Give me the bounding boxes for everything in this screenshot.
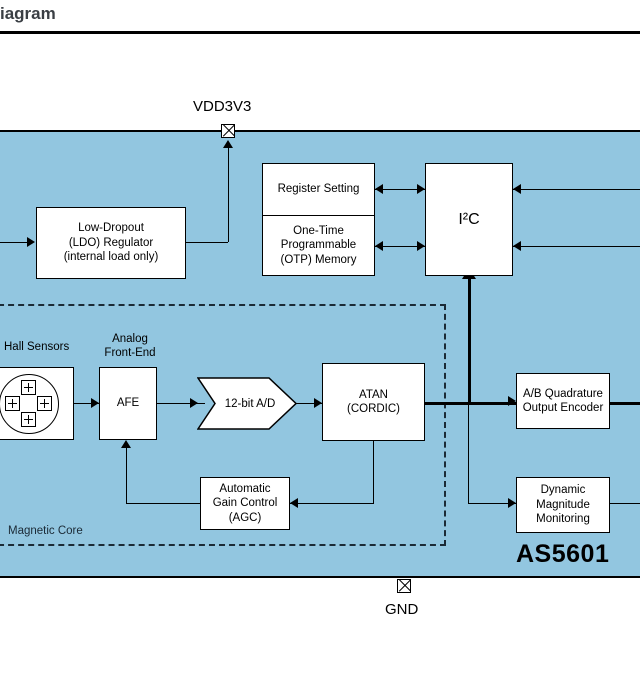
arrow-hall-to-afe — [91, 398, 99, 408]
block-ldo-line3: (internal load only) — [63, 251, 159, 264]
block-atan-cordic — [322, 363, 425, 441]
arrow-i2c-to-register — [375, 184, 383, 194]
block-register-setting-label: Register Setting — [277, 183, 360, 196]
block-dmm-line2: Magnitude — [536, 498, 590, 511]
arrow-i2c-scl-in — [513, 184, 521, 194]
wire-agc-to-afe-h — [126, 503, 201, 504]
arrow-vdd-up — [223, 140, 233, 148]
pad-vdd3v3-label: VDD3V3 — [193, 98, 252, 115]
block-adc — [197, 377, 297, 430]
hall-sensors-label: Hall Sensors — [4, 341, 70, 353]
block-i2c-interface — [425, 163, 513, 276]
wire-bus-to-i2c — [468, 278, 471, 404]
block-quadrature-encoder — [516, 373, 610, 429]
hall-element-north-icon — [21, 380, 36, 395]
hall-element-west-icon — [5, 396, 20, 411]
wire-i2c-sda — [513, 246, 640, 247]
block-dmm-line1: Dynamic — [540, 484, 586, 497]
header-divider — [0, 31, 640, 34]
pad-gnd-label: GND — [385, 601, 419, 618]
block-agc-line3: (AGC) — [228, 511, 262, 524]
wire-atan-to-agc-h — [290, 503, 374, 504]
wire-agc-to-afe-v — [126, 448, 127, 504]
arrow-register-to-i2c — [417, 184, 425, 194]
block-register-setting — [262, 163, 375, 216]
analog-front-end-label-line2: Front-End — [104, 346, 156, 359]
analog-front-end-label — [95, 333, 165, 361]
pad-vdd3v3 — [221, 124, 235, 138]
arrow-i2c-sda-in — [513, 241, 521, 251]
block-dynamic-magnitude-monitoring — [516, 477, 610, 533]
block-otp-line1: One-Time — [293, 224, 344, 237]
block-atan-line1: ATAN — [359, 388, 388, 401]
wire-atan-to-agc-v — [373, 441, 374, 503]
hall-element-east-icon — [37, 396, 52, 411]
page-title: iagram — [0, 4, 56, 23]
chip-part-number: AS5601 — [516, 540, 610, 568]
wire-dmm-out — [610, 503, 640, 504]
wire-ldo-to-vdd — [186, 242, 228, 243]
block-quadrature-encoder-line1: A/B Quadrature — [523, 387, 603, 400]
block-agc-line1: Automatic — [219, 482, 271, 495]
block-agc — [200, 477, 290, 530]
wire-vdd-up — [228, 145, 229, 242]
block-otp-line2: Programmable — [280, 239, 357, 252]
wire-supply-to-ldo — [0, 242, 28, 243]
block-adc-label: 12-bit A/D — [224, 397, 276, 410]
arrow-supply-to-ldo — [27, 237, 35, 247]
pad-gnd — [397, 579, 411, 593]
block-afe — [99, 367, 157, 440]
arrow-i2c-to-otp — [375, 241, 383, 251]
wire-i2c-scl — [513, 189, 640, 190]
block-hall-sensors — [0, 367, 74, 440]
block-dmm-line3: Monitoring — [536, 513, 590, 526]
block-ldo-line1: Low-Dropout — [78, 222, 144, 235]
block-afe-label: AFE — [116, 397, 140, 410]
block-otp-memory — [262, 216, 375, 276]
arrow-adc-to-atan — [314, 398, 322, 408]
wire-bus-to-dmm-v — [468, 402, 469, 503]
block-ldo-line2: (LDO) Regulator — [68, 236, 154, 249]
hall-element-south-icon — [21, 412, 36, 427]
wire-gnd-rail — [0, 576, 640, 577]
block-ldo-regulator — [36, 207, 186, 279]
block-agc-line2: Gain Control — [212, 497, 278, 510]
block-i2c-label: I²C — [458, 210, 480, 228]
arrow-agc-to-afe — [121, 440, 131, 448]
wire-encoder-out — [610, 402, 640, 403]
arrow-otp-to-i2c — [417, 241, 425, 251]
block-atan-line2: (CORDIC) — [346, 403, 401, 415]
block-otp-line3: (OTP) Memory — [280, 253, 357, 266]
arrow-to-agc — [290, 498, 298, 508]
analog-front-end-label-line1: Analog — [112, 333, 148, 345]
arrow-bus-to-dmm — [508, 498, 516, 508]
arrow-bus-to-encoder — [508, 396, 516, 406]
block-quadrature-encoder-line2: Output Encoder — [522, 402, 604, 414]
magnetic-core-label: Magnetic Core — [8, 525, 83, 537]
